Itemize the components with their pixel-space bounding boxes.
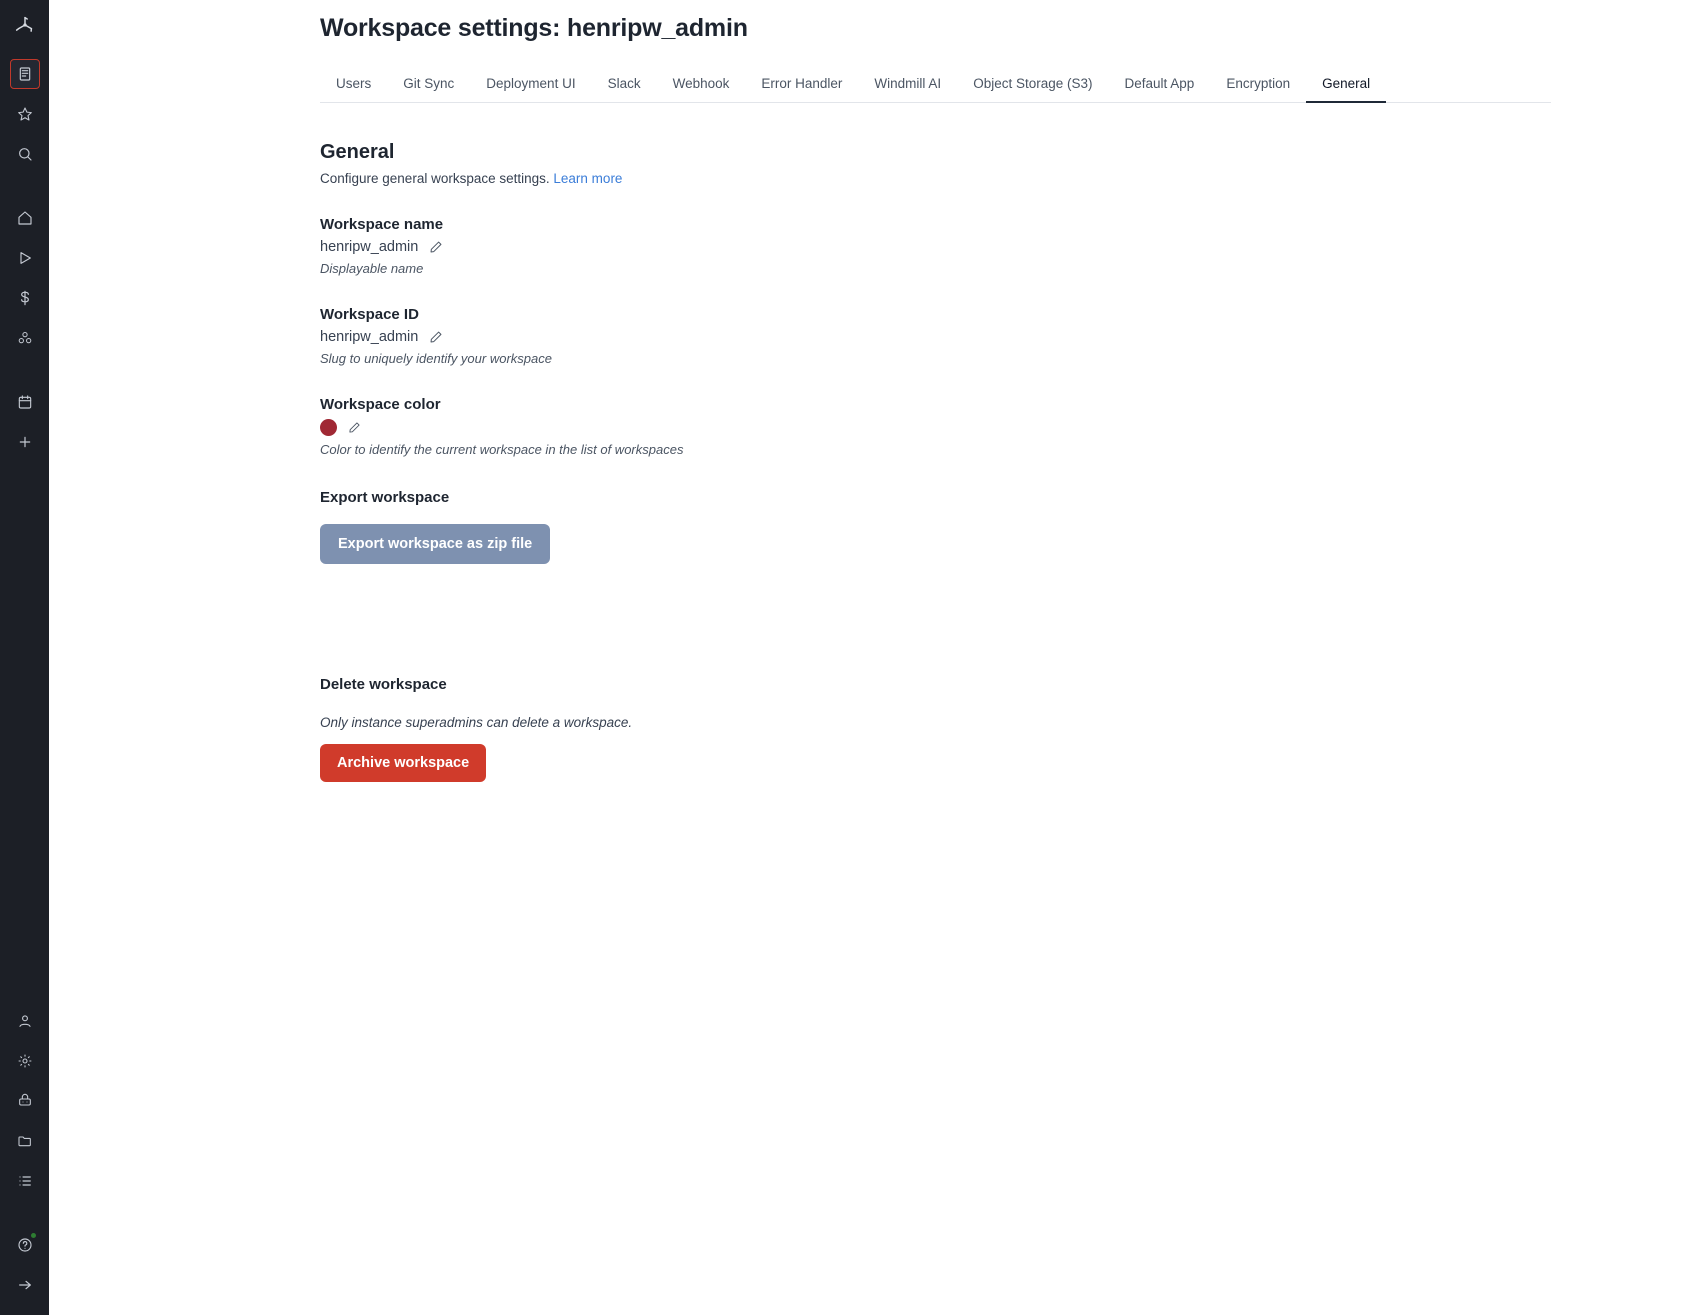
tab-object-storage[interactable]: Object Storage (S3) <box>973 76 1093 91</box>
tab-default-app[interactable]: Default App <box>1124 76 1195 91</box>
sidebar-item-search[interactable] <box>10 139 40 169</box>
workspace-color-field <box>320 396 1349 457</box>
tab-slack[interactable]: Slack <box>607 76 641 91</box>
sidebar-item-add[interactable] <box>10 427 40 457</box>
workspace-id-value: henripw_admin <box>320 329 419 345</box>
tab-general[interactable]: General <box>1306 70 1386 103</box>
learn-more-link[interactable]: Learn more <box>553 171 623 186</box>
workspace-color-swatch[interactable] <box>320 419 337 436</box>
sidebar-item-variables[interactable] <box>10 283 40 313</box>
section-description-text: Configure general workspace settings. <box>320 171 550 186</box>
sidebar-item-settings[interactable] <box>10 1046 40 1076</box>
workspace-name-value: henripw_admin <box>320 239 419 255</box>
workspace-id-label: Workspace ID <box>320 306 419 323</box>
workspace-name-field <box>320 216 1349 276</box>
workspace-id-hint: Slug to uniquely identify your workspace <box>320 351 552 366</box>
general-panel <box>49 103 1349 782</box>
sidebar-item-home[interactable] <box>10 203 40 233</box>
section-title: General <box>320 141 395 163</box>
tab-git-sync[interactable]: Git Sync <box>403 76 455 91</box>
workspace-id-row <box>320 329 1349 345</box>
sidebar-item-user[interactable] <box>10 1006 40 1036</box>
edit-pencil-icon[interactable] <box>429 330 443 344</box>
delete-workspace-section <box>320 676 1349 782</box>
tab-deployment-ui[interactable]: Deployment UI <box>486 76 576 91</box>
sidebar-item-collapse[interactable] <box>10 1270 40 1300</box>
tab-encryption[interactable]: Encryption <box>1226 76 1291 91</box>
archive-workspace-button[interactable]: Archive workspace <box>320 744 486 782</box>
sidebar-item-audit-logs[interactable] <box>10 1166 40 1196</box>
settings-tabs <box>320 67 1551 103</box>
help-notification-dot <box>31 1233 36 1238</box>
tab-error-handler[interactable]: Error Handler <box>761 76 843 91</box>
workspace-color-hint: Color to identify the current workspace in the list of workspaces <box>320 442 684 457</box>
workspace-name-hint: Displayable name <box>320 261 424 276</box>
tab-webhook[interactable]: Webhook <box>672 76 730 91</box>
export-workspace-label: Export workspace <box>320 489 450 506</box>
sidebar-item-help[interactable] <box>10 1230 40 1260</box>
sidebar-item-workspace[interactable] <box>10 59 40 89</box>
workspace-color-row <box>320 419 1349 436</box>
sidebar <box>0 0 49 1315</box>
export-workspace-button[interactable]: Export workspace as zip file <box>320 524 550 564</box>
delete-workspace-label: Delete workspace <box>320 676 447 693</box>
delete-workspace-note: Only instance superadmins can delete a workspace. <box>320 715 633 730</box>
section-description <box>320 171 1349 186</box>
sidebar-item-workers[interactable] <box>10 1086 40 1116</box>
sidebar-item-favorites[interactable] <box>10 99 40 129</box>
workspace-name-row <box>320 239 1349 255</box>
sidebar-item-folders[interactable] <box>10 1126 40 1156</box>
workspace-color-label: Workspace color <box>320 396 441 413</box>
tab-windmill-ai[interactable]: Windmill AI <box>874 76 942 91</box>
workspace-name-label: Workspace name <box>320 216 444 233</box>
tab-users[interactable]: Users <box>336 76 372 91</box>
page-title: Workspace settings: henripw_admin <box>320 14 748 42</box>
edit-pencil-icon[interactable] <box>429 240 443 254</box>
sidebar-item-resources[interactable] <box>10 323 40 353</box>
workspace-id-field <box>320 306 1349 366</box>
edit-pencil-icon[interactable] <box>348 421 361 434</box>
main-content <box>49 0 1682 1315</box>
sidebar-item-schedules[interactable] <box>10 387 40 417</box>
sidebar-item-runs[interactable] <box>10 243 40 273</box>
windmill-logo-icon[interactable] <box>10 10 40 40</box>
export-workspace-section <box>320 489 1349 564</box>
